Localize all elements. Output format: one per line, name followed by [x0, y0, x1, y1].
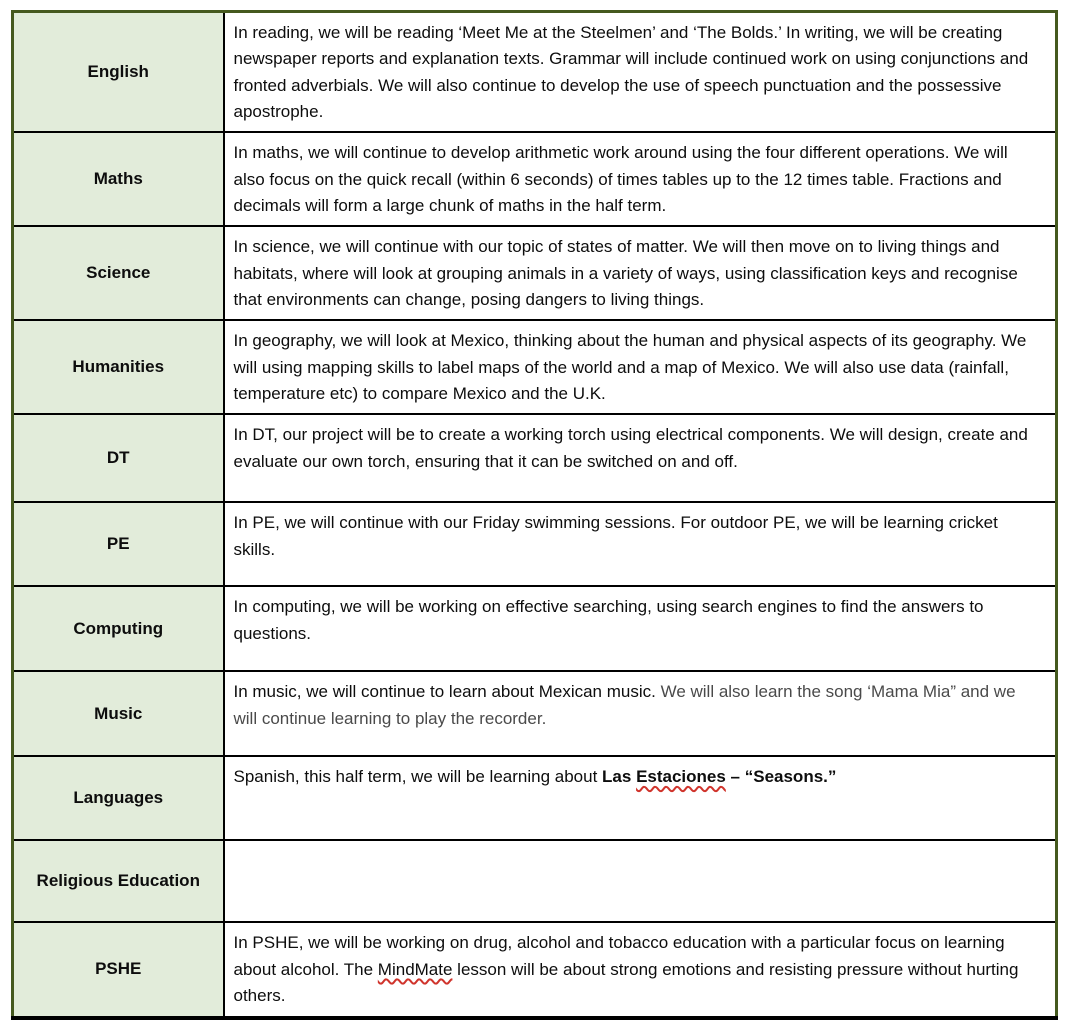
subject-cell	[13, 414, 224, 502]
table-row	[13, 320, 1057, 414]
subject-label: Languages	[73, 788, 164, 808]
description-text-segment: Estaciones	[636, 767, 726, 787]
table-row	[13, 840, 1057, 922]
table-row	[13, 132, 1057, 226]
table-row	[13, 756, 1057, 840]
subject-cell	[13, 12, 224, 133]
subject-cell	[13, 756, 224, 840]
description-text-segment: Spanish, this half term, we will be learning about	[233, 767, 603, 787]
description-text-segment: In maths, we will continue to develop arithmetic work around using the four different operations. We will also focus on the quick recall (within 6 seconds) of times tables up to the 12 times table. Fractions and decimals will form a large chunk of maths in the half term.	[233, 143, 1008, 216]
description-cell	[224, 320, 1057, 414]
description-cell	[224, 840, 1057, 922]
table-row	[13, 671, 1057, 756]
description-text-segment: In computing, we will be working on effective searching, using search engines to find the answers to questions.	[233, 597, 984, 643]
description-text-segment: In PSHE, we will be working on drug, alcohol and tobacco education with a particular focus on learning about alcohol. The	[233, 933, 1005, 979]
description-text-segment: Las	[602, 767, 637, 787]
description-cell	[224, 12, 1057, 133]
subject-label: PE	[106, 534, 130, 554]
description-text-segment: lesson will be about strong emotions and resisting pressure without hurting others.	[233, 959, 1019, 1006]
subject-label: Maths	[93, 169, 143, 189]
subject-label: PSHE	[95, 959, 142, 979]
description-text-segment: In DT, our project will be to create a working torch using electrical components. We will design, create and evaluate our own torch, ensuring that it can be switched on and off.	[233, 425, 1028, 471]
description-text-segment: In music, we will continue to learn about Mexican music.	[233, 682, 656, 702]
description-text-segment: In geography, we will look at Mexico, thinking about the human and physical aspects of its geography. We will using mapping skills to label maps of the world and a map of Mexico. We will also use data (rainfall, temperature etc) to compare Mexico and the U.K.	[233, 331, 1027, 404]
subject-label: English	[87, 62, 149, 82]
table-row	[13, 502, 1057, 586]
subject-cell	[13, 671, 224, 756]
curriculum-table-body	[13, 12, 1057, 1018]
description-text-segment: In science, we will continue with our topic of states of matter. We will then move on to living things and habitats, where will look at grouping animals in a variety of ways, using classification keys and recognise that environments can change, posing dangers to living things.	[233, 237, 1018, 310]
description-cell	[224, 132, 1057, 226]
description-cell	[224, 226, 1057, 320]
subject-cell	[13, 586, 224, 671]
table-row	[13, 226, 1057, 320]
description-cell	[224, 502, 1057, 586]
description-text-segment: We will also learn the song ‘Mama Mia” and we will continue learning to play the recorder.	[233, 682, 1016, 728]
description-cell	[224, 414, 1057, 502]
subject-label: Religious Education	[36, 871, 200, 891]
description-cell	[224, 671, 1057, 756]
table-row	[13, 12, 1057, 133]
description-cell	[224, 922, 1057, 1017]
subject-label: Music	[94, 703, 143, 723]
description-text-segment: In PE, we will continue with our Friday swimming sessions. For outdoor PE, we will be learning cricket skills.	[233, 513, 998, 559]
subject-cell	[13, 922, 224, 1017]
subject-cell	[13, 320, 224, 414]
description-cell	[224, 756, 1057, 840]
subject-cell	[13, 132, 224, 226]
table-row	[13, 586, 1057, 671]
subject-cell	[13, 840, 224, 922]
description-text-segment: – “Seasons.”	[725, 767, 837, 787]
table-row	[13, 414, 1057, 502]
subject-label: Humanities	[72, 357, 165, 377]
subject-cell	[13, 226, 224, 320]
description-text-segment: In reading, we will be reading ‘Meet Me at the Steelmen’ and ‘The Bolds.’ In writing, we will be creating newspaper reports and explanation texts. Grammar will include continued work on using conjunctions and fronted adverbials. We will also continue to develop the use of speech punctuation and the possessive apostrophe.	[233, 23, 1029, 122]
description-cell	[224, 586, 1057, 671]
description-text-segment: MindMate	[377, 959, 453, 979]
subject-label: Computing	[73, 618, 164, 638]
subject-cell	[13, 502, 224, 586]
table-row	[13, 922, 1057, 1017]
subject-label: Science	[86, 263, 151, 283]
curriculum-table	[11, 10, 1058, 1020]
subject-label: DT	[106, 448, 130, 468]
